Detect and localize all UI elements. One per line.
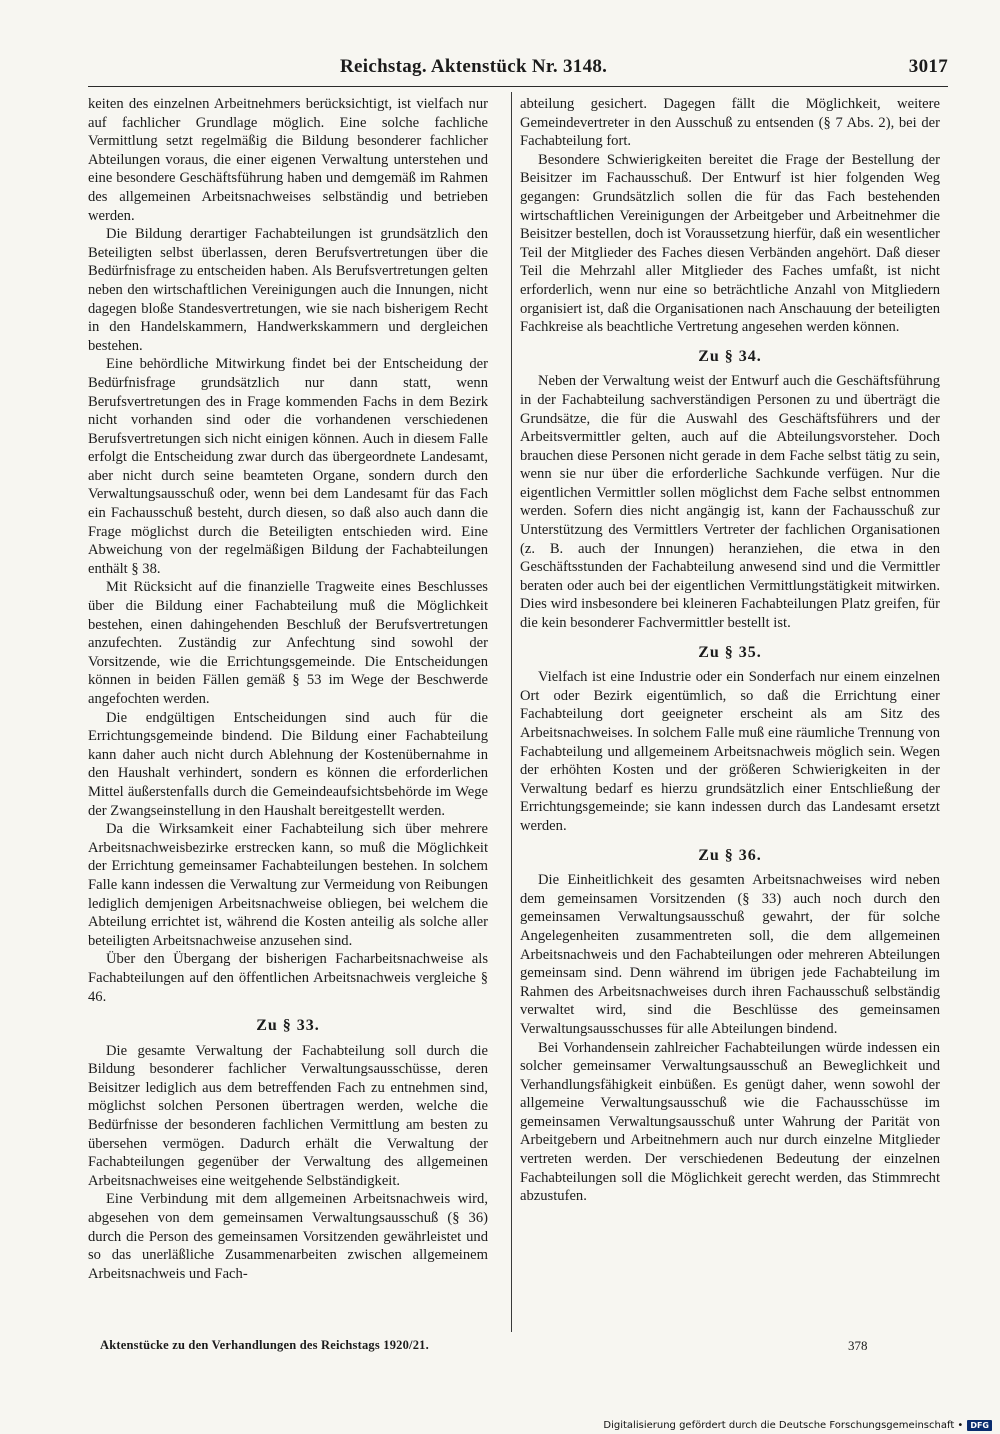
- paragraph: Die Bildung derartiger Fachabteilungen ist grundsätzlich den Beteiligten selbst überlassen, deren Berufsvertretungen über die Bedürfnisfrage zu entscheiden haben. Als Berufsvertretungen gelten neben den wirtschaftlichen Vereinigungen auch die Innungen, nicht dagegen bloße Standesvertretungen, wie sie nach bisherigem Recht in den Handelskammern, Handwerkskammern und dergleichen bestehen.: [88, 226, 488, 354]
- digitization-text: Digitalisierung gefördert durch die Deutsche Forschungsgemeinschaft •: [603, 1419, 964, 1431]
- paragraph: Bei Vorhandensein zahlreicher Fachabteilungen würde indessen ein solcher gemeinsamer Verwaltungsausschuß an Beweglichkeit und Verhandlungsfähigkeit einbüßen. Es genügt daher, wenn sowohl der allgemeine Verwaltungsausschuß wie die Fachausschüsse im gemeinsamen Verwaltungsausschuß unter Wahrung der Parität von Arbeitgebern und Arbeitnehmern auch nur durch einzelne Mitglieder vertreten werden. Der verschiedenen Bedeutung der einzelnen Fachabteilungen soll die Möglichkeit gerecht werden, das Stimmrecht abzustufen.: [520, 1039, 940, 1205]
- header-rule: [88, 86, 948, 87]
- section-heading: Zu § 36.: [698, 846, 762, 864]
- right-column: [520, 95, 940, 1206]
- paragraph: Besondere Schwierigkeiten bereitet die Frage der Bestellung der Beisitzer im Fachausschuß. Der Entwurf ist hier folgenden Weg gegangen: Grundsätzlich sollen die für das Fach bestehenden wirtschaftlichen Vereinigungen der Arbeitgeber und Arbeitnehmer die Beisitzer bestellen, doch ist Voraussetzung hierfür, daß ein wesentlicher Teil der Mitglieder des Faches diesen Verbänden angehört. Daß dieser Teil die Mehrzahl aller Mitglieder des Faches umfaßt, ist nicht erforderlich, wenn nur eine so beträchtliche Anzahl von Mitgliedern organisiert ist, daß die Organisationen nach Anschauung der beteiligten Fachkreise als beachtliche Vertretung angesehen werden können.: [520, 151, 940, 336]
- paragraph: Neben der Verwaltung weist der Entwurf auch die Geschäftsführung in der Fachabteilung sachverständigen Personen zu und überträgt die Grundsätze, die für die Auswahl des Geschäftsführers und der Arbeitsvermittler gelten, auch auf die Abteilungsvorsteher. Doch brauchen diese Personen nicht gerade in dem Fache selbst tätig zu sein, wenn sie nur über die erforderliche Sachkunde verfügen. Nur die eigentlichen Vermittler sollen möglichst dem Fache selbst entnommen werden. Sofern dies nicht angängig ist, kann der Fachausschuß zur Unterstützung des Vermittlers Vertreter der fachlichen Organisationen (z. B. auch der Innungen) heranziehen, die etwa in den Geschäftsstunden der Fachabteilung anwesend sind und die Vermittler beraten oder auch bei der eigentlichen Vermittlungstätigkeit mitwirken. Dies wird insbesondere bei kleineren Fachabteilungen Platz greifen, für die kein besonderer Fachvermittler bestellt ist.: [520, 373, 940, 632]
- paragraph: Die gesamte Verwaltung der Fachabteilung soll durch die Bildung besonderer fachlicher Verwaltungsausschüsse, deren Beisitzer lediglich aus dem betreffenden Fach zu entnehmen sind, möglichst solchen Personen übertragen werden, welche die Bedürfnisse der besonderen fachlichen Vermittlung am besten zu übersehen vermögen. Dadurch erhält die Verwaltung der Fachabteilungen gegenüber der Verwaltung des allgemeinen Arbeitsnachweises eine weitgehende Selbständigkeit.: [88, 1042, 488, 1189]
- paragraph: Eine Verbindung mit dem allgemeinen Arbeitsnachweis wird, abgesehen von dem gemeinsamen Verwaltungsausschuß (§ 36) durch die Person des gemeinsamen Vorsitzenden gewährleistet und so das unerläßliche Zusammenarbeiten zwischen allgemeinem Arbeitsnachweis und Fach-: [88, 1191, 488, 1282]
- paragraph: Da die Wirksamkeit einer Fachabteilung sich über mehrere Arbeitsnachweisbezirke erstrecken kann, so muß die Möglichkeit der Errichtung gemeinsamer Fachabteilungen bestehen. In solchem Falle kann indessen die Verwaltung zur Vermeidung von Reibungen lediglich demjenigen Arbeitsnachweise obliegen, bei welchem die Abteilung errichtet ist, während die Kosten anteilig als solche aller beteiligten Arbeitsnachweise anzusehen sind.: [88, 821, 488, 949]
- page-title: Reichstag. Aktenstück Nr. 3148.: [340, 56, 608, 77]
- paragraph: Vielfach ist eine Industrie oder ein Sonderfach nur einem einzelnen Ort oder Bezirk eigentümlich, so daß die Errichtung einer Fachabteilung dort geeigneter erscheint als am Sitz des Arbeitsnachweises. In solchem Falle muß eine räumliche Trennung von Fachabteilung und allgemeinem Arbeitsnachweis möglich sein. Wegen der erhöhten Kosten und der größeren Schwierigkeiten in der Verwaltung bedarf es hierzu grundsätzlich einer Entschließung der Errichtungsgemeinde; sie kann indessen durch das Landesamt ersetzt werden.: [520, 669, 940, 834]
- footer-source: Aktenstücke zu den Verhandlungen des Reichstags 1920/21.: [100, 1338, 429, 1352]
- paragraph: abteilung gesichert. Dagegen fällt die Möglichkeit, weitere Gemeindevertreter in den Ausschuß zu entsenden (§ 7 Abs. 2), bei der Fachabteilung fort.: [520, 96, 940, 150]
- paragraph: Die endgültigen Entscheidungen sind auch für die Errichtungsgemeinde bindend. Die Bildung einer Fachabteilung kann daher auch nicht durch Ablehnung der Kostenübernahme in den Haushalt verhindert, sondern es können die erforderlichen Mittel äußerstenfalls durch die Gemeindeaufsichtsbehörde im Wege der Zwangseinstellung in den Haushalt bereitgestellt werden.: [88, 709, 488, 819]
- column-divider: [511, 92, 512, 1332]
- footer-sheet-number: 378: [848, 1338, 868, 1353]
- page-number: 3017: [908, 56, 948, 77]
- section-heading: Zu § 35.: [698, 643, 762, 661]
- digitization-note: [603, 1418, 992, 1432]
- page-footer: [88, 1338, 948, 1358]
- paragraph: Mit Rücksicht auf die finanzielle Tragweite eines Beschlusses über die Bildung einer Fachabteilung muß die Möglichkeit bestehen, einen dahingehenden Beschluß der Berufsvertretungen anzufechten. Zuständig zur Anfechtung sind sowohl der Vorsitzende, wie die Errichtungsgemeinde. Die Entscheidungen können in beiden Fällen gemäß § 53 im Wege der Beschwerde angefochten werden.: [88, 579, 488, 707]
- paragraph: keiten des einzelnen Arbeitnehmers berücksichtigt, ist vielfach nur auf fachlicher Grundlage möglich. Eine solche fachliche Vermittlung setzt regelmäßig die Bildung besonderer fachlicher Abteilungen voraus, die einer eigenen Verwaltung unterstehen und eine besondere Geschäftsführung haben und demgemäß im Rahmen des allgemeinen Arbeitsnachweises selbständig und betrieben werden.: [88, 96, 488, 224]
- paragraph: Eine behördliche Mitwirkung findet bei der Entscheidung der Bedürfnisfrage grundsätzlich nur dann statt, wenn Berufsvertretungen des in Frage kommenden Fachs in dem Bezirk nicht vorhanden sind oder die vorhandenen verschiedenen Berufsvertretungen sich nicht einigen können. Auch in diesem Falle erfolgt die Entscheidung zwar durch das übergeordnete Landesamt, aber nicht durch seine beamteten Organe, sondern durch den Verwaltungsausschuß oder, wenn bei dem Landesamt für das Fach ein Fachausschuß besteht, durch diesen, so daß also auch dann die Frage möglichst durch die Beteiligten entschieden wird. Eine Abweichung von der regelmäßigen Bildung der Fachabteilungen enthält § 38.: [88, 356, 488, 577]
- paragraph: Über den Übergang der bisherigen Facharbeitsnachweise als Fachabteilungen auf den öffentlichen Arbeitsnachweis vergleiche § 46.: [88, 951, 488, 1005]
- section-heading: Zu § 34.: [698, 347, 762, 365]
- section-heading: Zu § 33.: [256, 1017, 320, 1035]
- paragraph: Die Einheitlichkeit des gesamten Arbeitsnachweises wird neben dem gemeinsamen Vorsitzenden (§ 33) auch noch durch den gemeinsamen Verwaltungsausschuß gewahrt, der für solche Angelegenheiten zusammentreten soll, die dem allgemeinen Arbeitsnachweis und den Fachabteilungen oder mehreren Abteilungen gemeinsam sind. Denn während im übrigen jede Fachabteilung im Rahmen des Arbeitsnachweises durch ihren Fachausschuß selbständig verwaltet wird, sind die Beschlüsse des gemeinsamen Verwaltungsausschusses für alle Abteilungen bindend.: [520, 872, 940, 1037]
- running-head: [88, 56, 948, 82]
- left-column: [88, 95, 488, 1283]
- dfg-logo-icon: DFG: [967, 1420, 992, 1431]
